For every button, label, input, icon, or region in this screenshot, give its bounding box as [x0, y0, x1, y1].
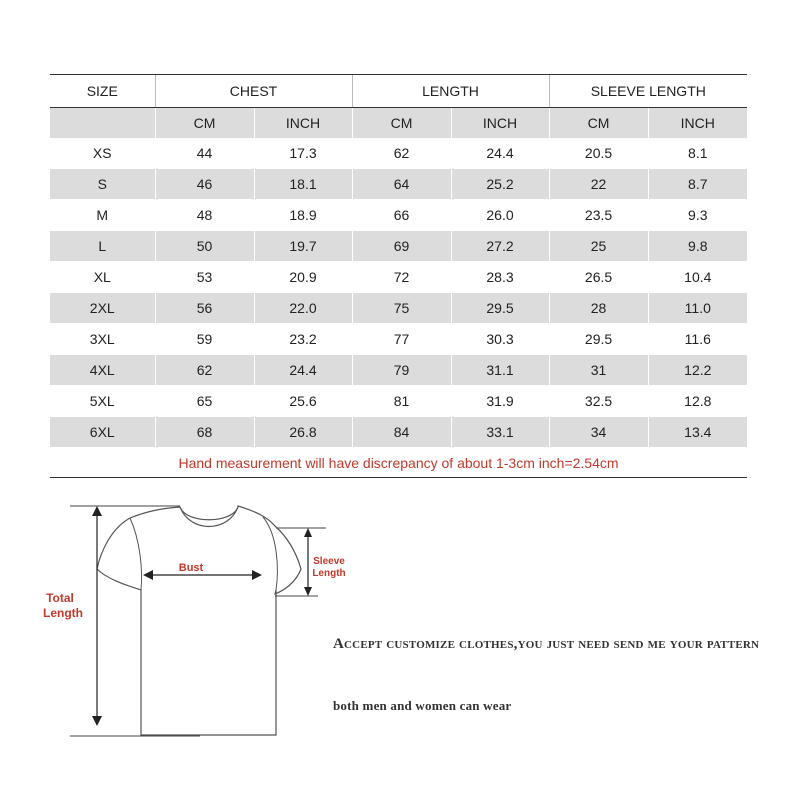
measurement-cell: 48 [155, 200, 254, 231]
table-header-row [50, 75, 747, 108]
size-label-cell: 3XL [50, 324, 155, 355]
measurement-cell: 13.4 [648, 417, 747, 448]
measurement-cell: 23.2 [254, 324, 352, 355]
sleeve-length-label-2: Length [312, 568, 346, 579]
measurement-cell: 31.1 [451, 355, 549, 386]
measurement-cell: 10.4 [648, 262, 747, 293]
total-length-arrowhead-bottom [92, 716, 102, 726]
measurement-note: Hand measurement will have discrepancy of about 1-3cm inch=2.54cm [50, 448, 747, 478]
sleeve-arrowhead-top [304, 528, 312, 537]
unit-cell: INCH [451, 108, 549, 139]
measurement-cell: 69 [352, 231, 451, 262]
note-row [50, 448, 747, 478]
measurement-cell: 75 [352, 293, 451, 324]
tshirt-measurement-diagram [0, 490, 380, 745]
table-row [50, 231, 747, 262]
total-length-arrowhead-top [92, 506, 102, 516]
measurement-cell: 11.6 [648, 324, 747, 355]
measurement-cell: 34 [549, 417, 648, 448]
unit-cell: CM [549, 108, 648, 139]
total-length-label-2: Length [43, 606, 83, 620]
units-blank [50, 108, 155, 139]
size-label-cell: 2XL [50, 293, 155, 324]
measurement-cell: 81 [352, 386, 451, 417]
size-label-cell: S [50, 169, 155, 200]
measurement-cell: 29.5 [549, 324, 648, 355]
measurement-cell: 65 [155, 386, 254, 417]
table-row [50, 355, 747, 386]
measurement-cell: 32.5 [549, 386, 648, 417]
measurement-cell: 29.5 [451, 293, 549, 324]
measurement-cell: 11.0 [648, 293, 747, 324]
tshirt-neckline [180, 507, 238, 520]
header-length: LENGTH [352, 75, 549, 108]
measurement-cell: 18.1 [254, 169, 352, 200]
measurement-cell: 56 [155, 293, 254, 324]
size-label-cell: M [50, 200, 155, 231]
bust-label: Bust [178, 562, 204, 574]
sleeve-length-label-1: Sleeve [313, 556, 345, 567]
bust-arrowhead-left [143, 570, 153, 580]
measurement-cell: 59 [155, 324, 254, 355]
measurement-cell: 50 [155, 231, 254, 262]
bust-arrowhead-right [252, 570, 262, 580]
table-body [50, 138, 747, 448]
measurement-cell: 28.3 [451, 262, 549, 293]
measurement-cell: 8.7 [648, 169, 747, 200]
header-size: SIZE [50, 75, 155, 108]
size-label-cell: 6XL [50, 417, 155, 448]
measurement-cell: 46 [155, 169, 254, 200]
measurement-cell: 77 [352, 324, 451, 355]
measurement-cell: 26.0 [451, 200, 549, 231]
measurement-cell: 9.3 [648, 200, 747, 231]
measurement-cell: 64 [352, 169, 451, 200]
table-row [50, 138, 747, 169]
unisex-text: both men and women can wear [333, 698, 512, 713]
measurement-cell: 9.8 [648, 231, 747, 262]
measurement-cell: 25.6 [254, 386, 352, 417]
tshirt-sleeve-seam-right [263, 517, 277, 590]
measurement-cell: 30.3 [451, 324, 549, 355]
table-row [50, 293, 747, 324]
measurement-cell: 26.5 [549, 262, 648, 293]
table-row [50, 262, 747, 293]
sleeve-arrowhead-bottom [304, 587, 312, 596]
measurement-cell: 33.1 [451, 417, 549, 448]
size-label-cell: XL [50, 262, 155, 293]
measurement-cell: 28 [549, 293, 648, 324]
size-label-cell: L [50, 231, 155, 262]
size-label-cell: 4XL [50, 355, 155, 386]
measurement-cell: 24.4 [254, 355, 352, 386]
header-sleeve-length: SLEEVE LENGTH [549, 75, 747, 108]
unit-cell: INCH [254, 108, 352, 139]
measurement-cell: 18.9 [254, 200, 352, 231]
measurement-cell: 31.9 [451, 386, 549, 417]
measurement-cell: 53 [155, 262, 254, 293]
measurement-cell: 20.9 [254, 262, 352, 293]
measurement-cell: 23.5 [549, 200, 648, 231]
measurement-cell: 17.3 [254, 138, 352, 169]
measurement-cell: 22.0 [254, 293, 352, 324]
measurement-cell: 25.2 [451, 169, 549, 200]
size-label-cell: XS [50, 138, 155, 169]
measurement-cell: 66 [352, 200, 451, 231]
table-row [50, 386, 747, 417]
measurement-cell: 72 [352, 262, 451, 293]
total-length-label-1: Total [46, 591, 74, 605]
header-chest: CHEST [155, 75, 352, 108]
table-row [50, 324, 747, 355]
measurement-cell: 27.2 [451, 231, 549, 262]
measurement-cell: 84 [352, 417, 451, 448]
measurement-cell: 62 [352, 138, 451, 169]
table-row [50, 169, 747, 200]
measurement-cell: 44 [155, 138, 254, 169]
measurement-cell: 12.2 [648, 355, 747, 386]
table-row [50, 200, 747, 231]
customize-offer-text: Accept customize clothes,you just need send me your pattern [333, 636, 760, 652]
measurement-cell: 25 [549, 231, 648, 262]
measurement-cell: 26.8 [254, 417, 352, 448]
measurement-cell: 20.5 [549, 138, 648, 169]
measurement-cell: 79 [352, 355, 451, 386]
measurement-cell: 19.7 [254, 231, 352, 262]
unit-cell: INCH [648, 108, 747, 139]
measurement-cell: 22 [549, 169, 648, 200]
measurement-cell: 62 [155, 355, 254, 386]
unit-cell: CM [352, 108, 451, 139]
measurement-cell: 31 [549, 355, 648, 386]
units-row [50, 108, 747, 139]
table-row [50, 417, 747, 448]
measurement-cell: 24.4 [451, 138, 549, 169]
measurement-cell: 12.8 [648, 386, 747, 417]
size-chart-table [50, 74, 747, 478]
measurement-cell: 8.1 [648, 138, 747, 169]
measurement-cell: 68 [155, 417, 254, 448]
size-label-cell: 5XL [50, 386, 155, 417]
tshirt-sleeve-seam-left [130, 518, 142, 590]
tshirt-outline [97, 506, 301, 735]
unit-cell: CM [155, 108, 254, 139]
